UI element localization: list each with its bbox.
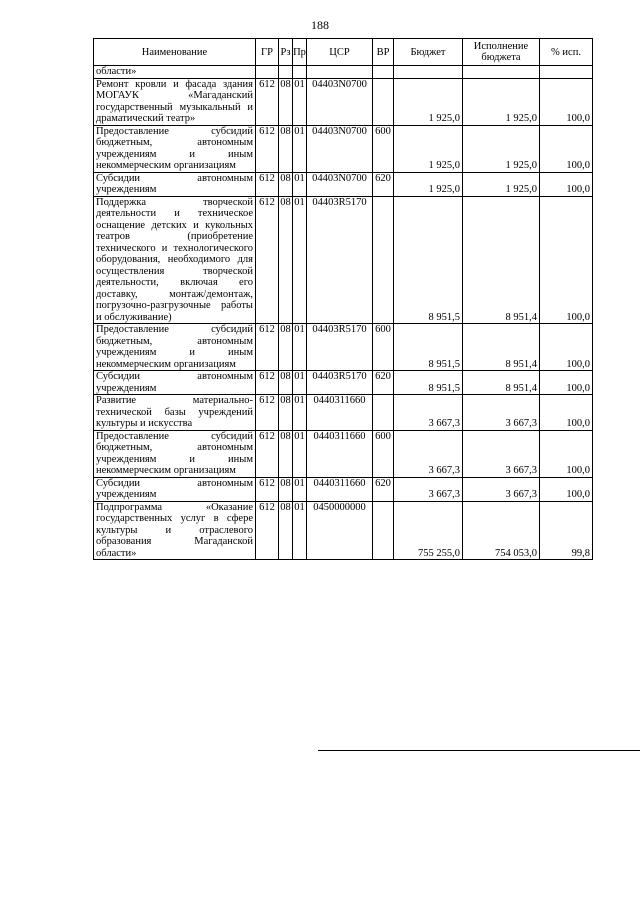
table-row (94, 395, 593, 431)
cell-name: Поддержка творческой деятельности и техническое оснащение детских и кукольных театров (приобретение технического и технологического оборудования, необходимого для осуществления творческой деятельности, включая его доставку, монтаж/демонтаж, погрузочно-разгрузочные работы и обслуживание) (94, 196, 256, 324)
footer-rule (318, 750, 640, 751)
cell-rz: 08 (279, 196, 293, 324)
cell-rz: 08 (279, 125, 293, 172)
cell-percent: 100,0 (540, 430, 593, 477)
cell-vr (373, 501, 394, 560)
cell-vr: 600 (373, 125, 394, 172)
cell-budget: 3 667,3 (394, 477, 463, 501)
continuation-text: области» (94, 66, 256, 79)
header-pr: Пр (293, 39, 307, 66)
cell-vr: 620 (373, 172, 394, 196)
cell-csr: 04403R5170 (307, 324, 373, 371)
cell-pr: 01 (293, 196, 307, 324)
table-row (94, 430, 593, 477)
cell-budget: 8 951,5 (394, 324, 463, 371)
cell-rz: 08 (279, 395, 293, 431)
page-number: 188 (311, 18, 329, 32)
cell-budget: 1 925,0 (394, 125, 463, 172)
budget-table (93, 38, 593, 560)
header-name: Наименование (94, 39, 256, 66)
cell-pr: 01 (293, 501, 307, 560)
cell-name: Субсидии автономным учреждениям (94, 172, 256, 196)
cell-name: Ремонт кровли и фасада здания МОГАУК «Магаданский государственный музыкальный и драматический театр» (94, 78, 256, 125)
table-row (94, 324, 593, 371)
cell-gr: 612 (256, 371, 279, 395)
table-row (94, 78, 593, 125)
cell-execution: 3 667,3 (463, 477, 540, 501)
table-row (94, 125, 593, 172)
cell-gr: 612 (256, 324, 279, 371)
header-csr: ЦСР (307, 39, 373, 66)
table-body (94, 66, 593, 560)
cell-pr: 01 (293, 430, 307, 477)
cell-vr (373, 395, 394, 431)
cell-budget: 8 951,5 (394, 371, 463, 395)
cell-vr: 600 (373, 430, 394, 477)
header-row (94, 39, 593, 66)
cell-name: Предоставление субсидий бюджетным, автономным учреждениям и иным некоммерческим организациям (94, 125, 256, 172)
cell-name: Субсидии автономным учреждениям (94, 477, 256, 501)
cell-budget: 8 951,5 (394, 196, 463, 324)
cell-gr: 612 (256, 501, 279, 560)
cell-rz: 08 (279, 430, 293, 477)
cell-pr: 01 (293, 477, 307, 501)
cell-rz: 08 (279, 172, 293, 196)
table-row (94, 477, 593, 501)
cell-percent: 100,0 (540, 78, 593, 125)
cell-rz: 08 (279, 477, 293, 501)
cell-csr: 04403N0700 (307, 125, 373, 172)
cell-budget: 3 667,3 (394, 430, 463, 477)
cell-gr: 612 (256, 125, 279, 172)
cell-csr: 04403N0700 (307, 172, 373, 196)
cell-name: Предоставление субсидий бюджетным, автономным учреждениям и иным некоммерческим организациям (94, 430, 256, 477)
cell-gr: 612 (256, 196, 279, 324)
cell-gr: 612 (256, 172, 279, 196)
cell-percent: 100,0 (540, 172, 593, 196)
header-percent: % исп. (540, 39, 593, 66)
cell-execution: 3 667,3 (463, 395, 540, 431)
header-gr: ГР (256, 39, 279, 66)
cell-gr: 612 (256, 477, 279, 501)
cell-execution: 3 667,3 (463, 430, 540, 477)
table-row (94, 172, 593, 196)
table-row (94, 501, 593, 560)
header-budget: Бюджет (394, 39, 463, 66)
cell-csr: 04403R5170 (307, 196, 373, 324)
cell-pr: 01 (293, 125, 307, 172)
cell-execution: 8 951,4 (463, 371, 540, 395)
cell-name: Предоставление субсидий бюджетным, автономным учреждениям и иным некоммерческим организациям (94, 324, 256, 371)
cell-vr: 620 (373, 371, 394, 395)
cell-gr: 612 (256, 78, 279, 125)
cell-percent: 100,0 (540, 125, 593, 172)
cell-pr: 01 (293, 371, 307, 395)
cell-vr (373, 196, 394, 324)
cell-name: Развитие материально-технической базы учреждений культуры и искусства (94, 395, 256, 431)
cell-csr: 0440311660 (307, 395, 373, 431)
cell-pr: 01 (293, 78, 307, 125)
cell-csr: 0450000000 (307, 501, 373, 560)
cell-rz: 08 (279, 324, 293, 371)
cell-rz: 08 (279, 501, 293, 560)
cell-name: Субсидии автономным учреждениям (94, 371, 256, 395)
cell-percent: 100,0 (540, 324, 593, 371)
cell-percent: 100,0 (540, 395, 593, 431)
cell-gr: 612 (256, 430, 279, 477)
cell-csr: 04403R5170 (307, 371, 373, 395)
cell-csr: 0440311660 (307, 430, 373, 477)
cell-rz: 08 (279, 371, 293, 395)
header-rz: Рз (279, 39, 293, 66)
table-row (94, 196, 593, 324)
cell-percent: 100,0 (540, 371, 593, 395)
cell-csr: 0440311660 (307, 477, 373, 501)
cell-budget: 755 255,0 (394, 501, 463, 560)
cell-execution: 1 925,0 (463, 172, 540, 196)
cell-rz: 08 (279, 78, 293, 125)
header-execution: Исполнение бюджета (463, 39, 540, 66)
cell-execution: 8 951,4 (463, 196, 540, 324)
cell-vr (373, 78, 394, 125)
cell-execution: 1 925,0 (463, 125, 540, 172)
header-vr: ВР (373, 39, 394, 66)
cell-budget: 1 925,0 (394, 78, 463, 125)
cell-pr: 01 (293, 324, 307, 371)
cell-vr: 600 (373, 324, 394, 371)
cell-gr: 612 (256, 395, 279, 431)
cell-execution: 8 951,4 (463, 324, 540, 371)
cell-percent: 100,0 (540, 196, 593, 324)
table-row (94, 371, 593, 395)
cell-percent: 100,0 (540, 477, 593, 501)
cell-pr: 01 (293, 172, 307, 196)
cell-execution: 1 925,0 (463, 78, 540, 125)
continuation-row (94, 66, 593, 79)
cell-csr: 04403N0700 (307, 78, 373, 125)
cell-percent: 99,8 (540, 501, 593, 560)
cell-vr: 620 (373, 477, 394, 501)
cell-execution: 754 053,0 (463, 501, 540, 560)
cell-budget: 3 667,3 (394, 395, 463, 431)
cell-name: Подпрограмма «Оказание государственных услуг в сфере культуры и отраслевого образования Магаданской области» (94, 501, 256, 560)
cell-pr: 01 (293, 395, 307, 431)
cell-budget: 1 925,0 (394, 172, 463, 196)
